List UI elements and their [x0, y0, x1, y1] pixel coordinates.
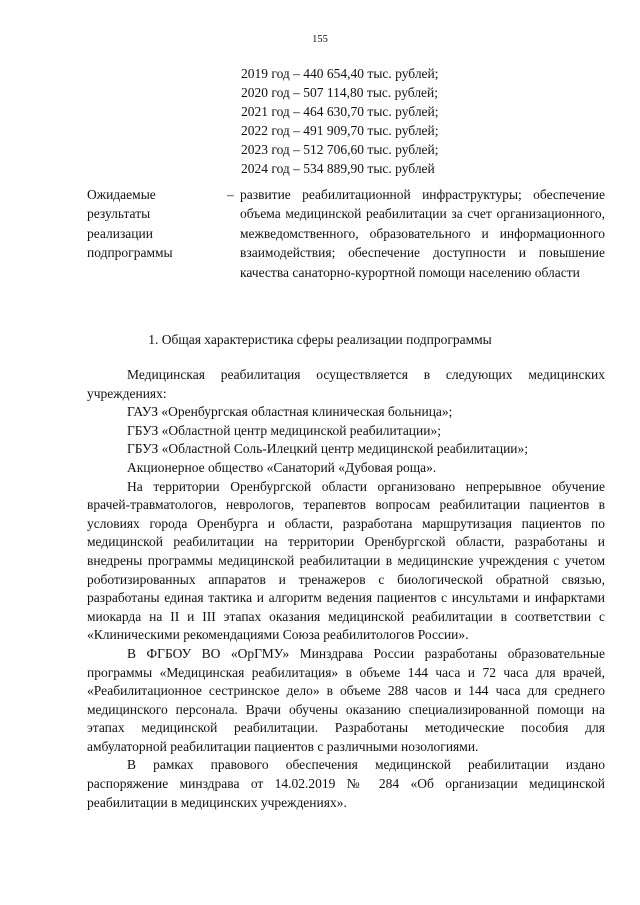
expected-results-value: развитие реабилитационной инфраструктуры; обеспечение объема медицинской реабилитации за счет организационного, межведомственного, образовательного и информационного взаимодействия; обеспечение доступности и повышение качества санаторно-курортной помощи населению области [240, 187, 605, 280]
page-number: 155 [312, 34, 328, 45]
funding-line-2020: 2020 год – 507 114,80 тыс. рублей; [241, 85, 439, 100]
expected-results-label: Ожидаемые результаты реализации подпрограммы [87, 187, 173, 261]
paragraph-legal: В рамках правового обеспечения медицинской реабилитации издано распоряжение минздрава от 14.02.2019 № 284 «Об организации медицинской реабилитации в медицинских учреждениях». [87, 757, 605, 810]
paragraph-training: На территории Оренбургской области организовано непрерывное обучение врачей-травматологов, неврологов, терапевтов вопросам реабилитации пациентов в условиях города Оренбурга и области, разработана маршрутизация пациентов по медицинской реабилитации на территории Оренбургской области, разработаны и внедрены программы медицинской реабилитации в медицинские учреждения с учетом роботизированных аппаратов и тренажеров с биологической обратной связью, разработаны единая тактика и алгоритм ведения пациентов с инсультами и инфарктами миокарда на II и III этапах оказания медицинской реабилитации в соответствии с «Клиническими рекомендациями Союза реабилитологов России». [87, 478, 605, 643]
institution-item: ГБУЗ «Областной Соль-Илецкий центр медицинской реабилитации»; [127, 441, 529, 457]
section-heading: 1. Общая характеристика сферы реализации подпрограммы [148, 332, 492, 347]
institution-item: Акционерное общество «Санаторий «Дубовая роща». [127, 459, 437, 475]
paragraph-education: В ФГБОУ ВО «ОрГМУ» Минздрава России разработаны образовательные программы «Медицинская реабилитация» в объеме 144 часа и 72 часа для врачей, «Реабилитационное сестринское дело» в объеме 288 часов и 144 часа для среднего медицинского персонала. Врачи обучены оказанию специализированной помощи на этапах медицинской реабилитации. Разработаны методические пособия для амбулаторной реабилитации пациентов с различными нозологиями. [87, 645, 605, 754]
institution-item: ГБУЗ «Областной центр медицинской реабилитации»; [127, 422, 441, 438]
funding-line-2021: 2021 год – 464 630,70 тыс. рублей; [241, 104, 439, 119]
funding-line-2024: 2024 год – 534 889,90 тыс. рублей [241, 161, 435, 176]
intro-paragraph: Медицинская реабилитация осуществляется в следующих медицинских учреждениях: [87, 367, 605, 401]
expected-results-dash: – [227, 187, 234, 202]
institution-item: ГАУЗ «Оренбургская областная клиническая больница»; [127, 404, 453, 420]
funding-line-2019: 2019 год – 440 654,40 тыс. рублей; [241, 66, 439, 81]
funding-line-2022: 2022 год – 491 909,70 тыс. рублей; [241, 123, 439, 138]
funding-list [241, 64, 439, 178]
funding-line-2023: 2023 год – 512 706,60 тыс. рублей; [241, 142, 439, 157]
body-text [87, 366, 605, 812]
